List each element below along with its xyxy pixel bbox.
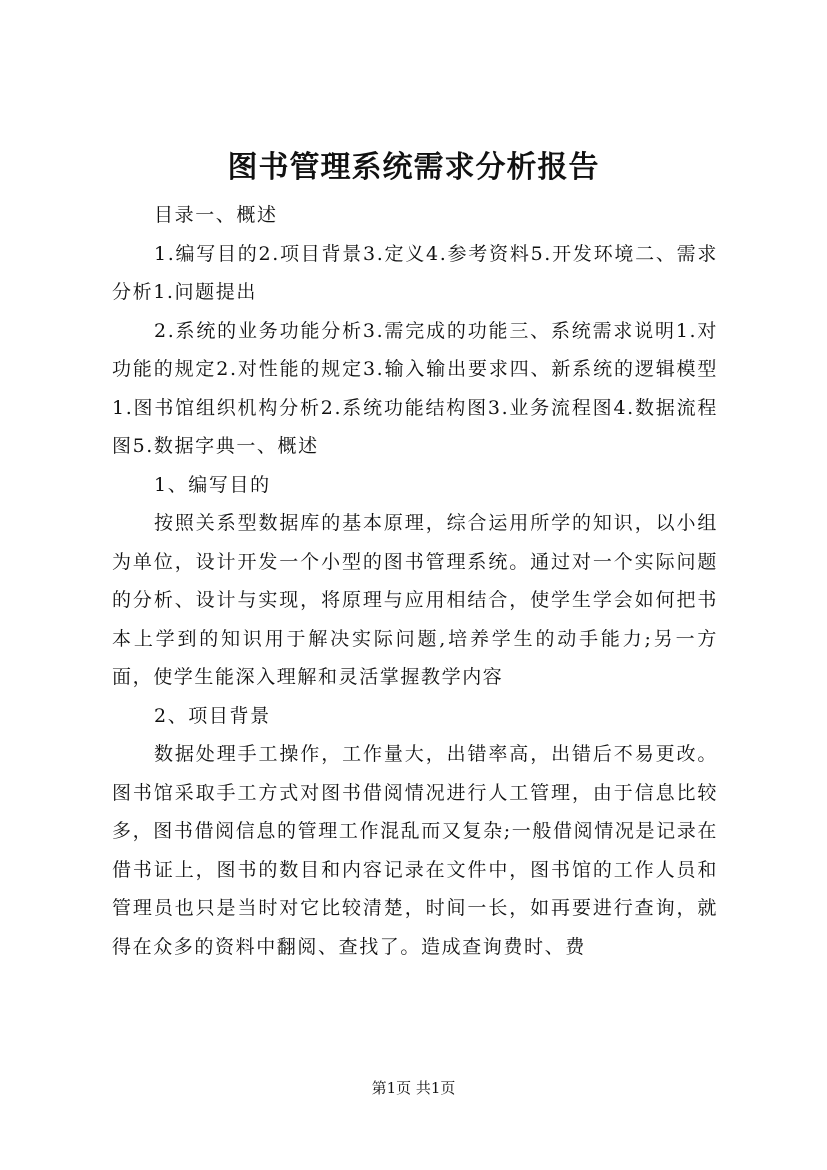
paragraph-toc-heading: 目录一、概述 (154, 204, 278, 226)
page-number-footer: 第1页 共1页 (371, 1079, 456, 1097)
section-heading-background: 2、项目背景 (154, 704, 271, 727)
paragraph-background: 数据处理手工操作，工作量大，出错率高，出错后不易更改。图书馆采取手工方式对图书借阅情况进行人工管理，由于信息比较多，图书借阅信息的管理工作混乱而又复杂;一般借阅情况是记录在借书证上，图书的数目和内容记录在文件中，图书馆的工作人员和管理员也只是当时对它比较清楚，时间一长，如再要进行查询，就得在众多的资料中翻阅、查找了。造成查询费时、费 (112, 743, 718, 958)
paragraph-toc-part2: 2.系统的业务功能分析3.需完成的功能三、系统需求说明1.对功能的规定2.对性能的规定3.输入输出要求四、新系统的逻辑模型1.图书馆组织机构分析2.系统功能结构图3.业务流程图4.数据流程图5.数据字典一、概述 (112, 319, 718, 457)
document-title: 图书管理系统需求分析报告 (227, 150, 600, 185)
document-body (112, 196, 718, 966)
paragraph-purpose: 按照关系型数据库的基本原理，综合运用所学的知识，以小组为单位，设计开发一个小型的图书管理系统。通过对一个实际问题的分析、设计与实现，将原理与应用相结合，使学生学会如何把书本上学到的知识用于解决实际问题,培养学生的动手能力;另一方面，使学生能深入理解和灵活掌握教学内容 (112, 512, 718, 688)
section-heading-purpose: 1、编写目的 (154, 473, 271, 496)
paragraph-toc-part1: 1.编写目的2.项目背景3.定义4.参考资料5.开发环境二、需求分析1.问题提出 (112, 242, 718, 303)
